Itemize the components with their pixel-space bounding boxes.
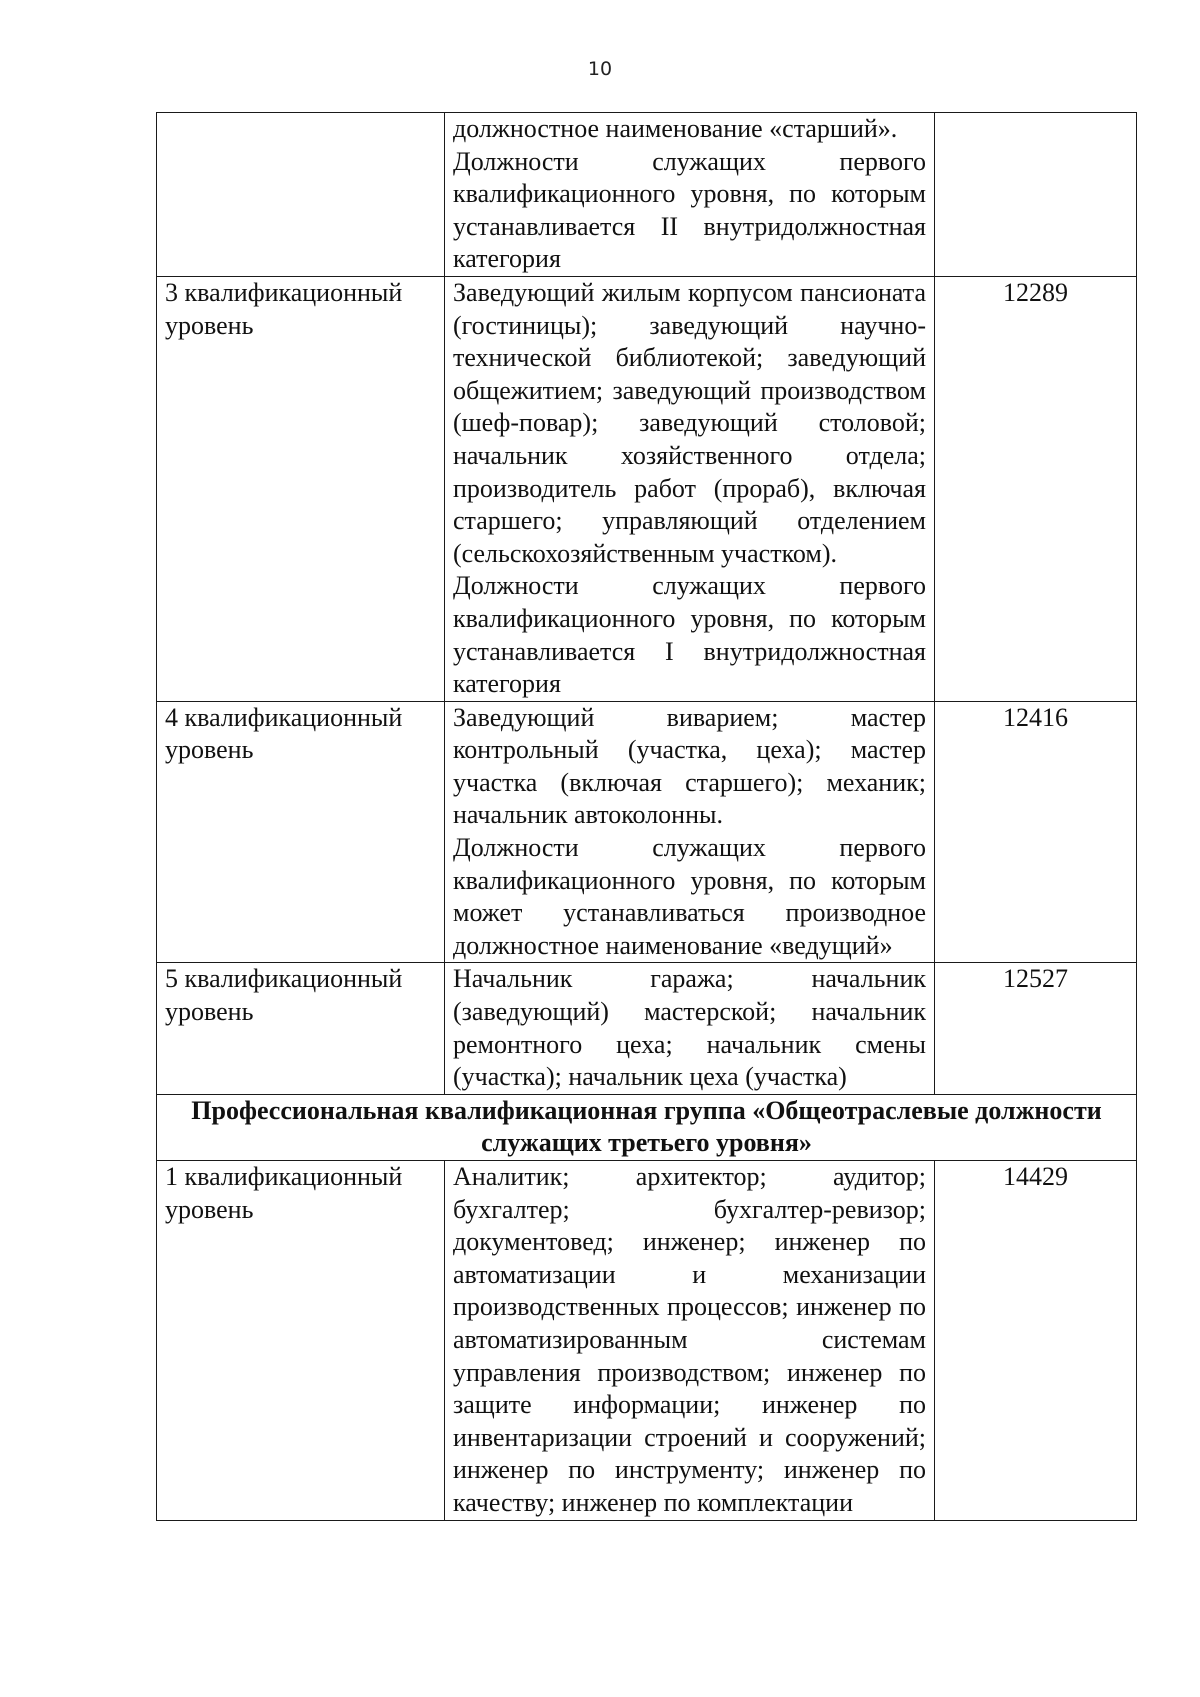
qualification-level-cell: 5 квалификационный уровень: [157, 963, 445, 1094]
positions-paragraph: Должности служащих первого квалификационного уровня, по которым может устанавливаться производное должностное наименование «ведущий»: [453, 833, 926, 960]
qualification-level-cell: [157, 113, 445, 277]
positions-paragraph: Начальник гаража; начальник (заведующий) мастерской; начальник ремонтного цеха; начальник смены (участка); начальник цеха (участка): [453, 964, 926, 1092]
qualification-level-cell: 3 квалификационный уровень: [157, 276, 445, 701]
qualification-level-cell: 4 квалификационный уровень: [157, 701, 445, 963]
positions-paragraph: Должности служащих первого квалификационного уровня, по которым устанавливается I внутридолжностная категория: [453, 571, 926, 699]
table-row: [157, 701, 1137, 963]
positions-paragraph: Заведующий жилым корпусом пансионата (гостиницы); заведующий научно-технической библиотекой; заведующий общежитием; заведующий производством (шеф-повар); заведующий столовой; начальник хозяйственного отдела; производитель работ (прораб), включая старшего; управляющий отделением (сельскохозяйственным участком).: [453, 277, 926, 568]
salary-value-cell: 12289: [935, 276, 1137, 701]
positions-paragraph: Должности служащих первого квалификационного уровня, по которым устанавливается II внутридолжностная категория: [453, 146, 926, 274]
salary-value-cell: [935, 113, 1137, 277]
positions-cell: [445, 276, 935, 701]
positions-cell: [445, 963, 935, 1094]
positions-cell: [445, 701, 935, 963]
salary-value-cell: 14429: [935, 1161, 1137, 1521]
positions-cell: [445, 1161, 935, 1521]
positions-paragraph: должностное наименование «старший».: [453, 114, 898, 143]
positions-paragraph: Заведующий виварием; мастер контрольный (участка, цеха); мастер участка (включая старшего); механик; начальник автоколонны.: [453, 702, 926, 830]
page-number: 10: [587, 58, 613, 80]
positions-paragraph: Аналитик; архитектор; аудитор; бухгалтер; бухгалтер-ревизор; документовед; инженер; инженер по автоматизации и механизации производственных процессов; инженер по автоматизированным системам управления производством; инженер по защите информации; инженер по инвентаризации строений и сооружений; инженер по инструменту; инженер по качеству; инженер по комплектации: [453, 1162, 926, 1517]
table-row: [157, 963, 1137, 1094]
qualification-table-body: [157, 113, 1137, 1521]
group-header-row: [157, 1094, 1137, 1160]
qualification-level-cell: 1 квалификационный уровень: [157, 1161, 445, 1521]
salary-value-cell: 12527: [935, 963, 1137, 1094]
salary-value-cell: 12416: [935, 701, 1137, 963]
table-row: [157, 276, 1137, 701]
qualification-table: [156, 112, 1137, 1521]
positions-cell: [445, 113, 935, 277]
table-row: [157, 113, 1137, 277]
table-row: [157, 1161, 1137, 1521]
group-title: Профессиональная квалификационная группа «Общеотраслевые должности служащих третьего уровня»: [157, 1094, 1137, 1160]
